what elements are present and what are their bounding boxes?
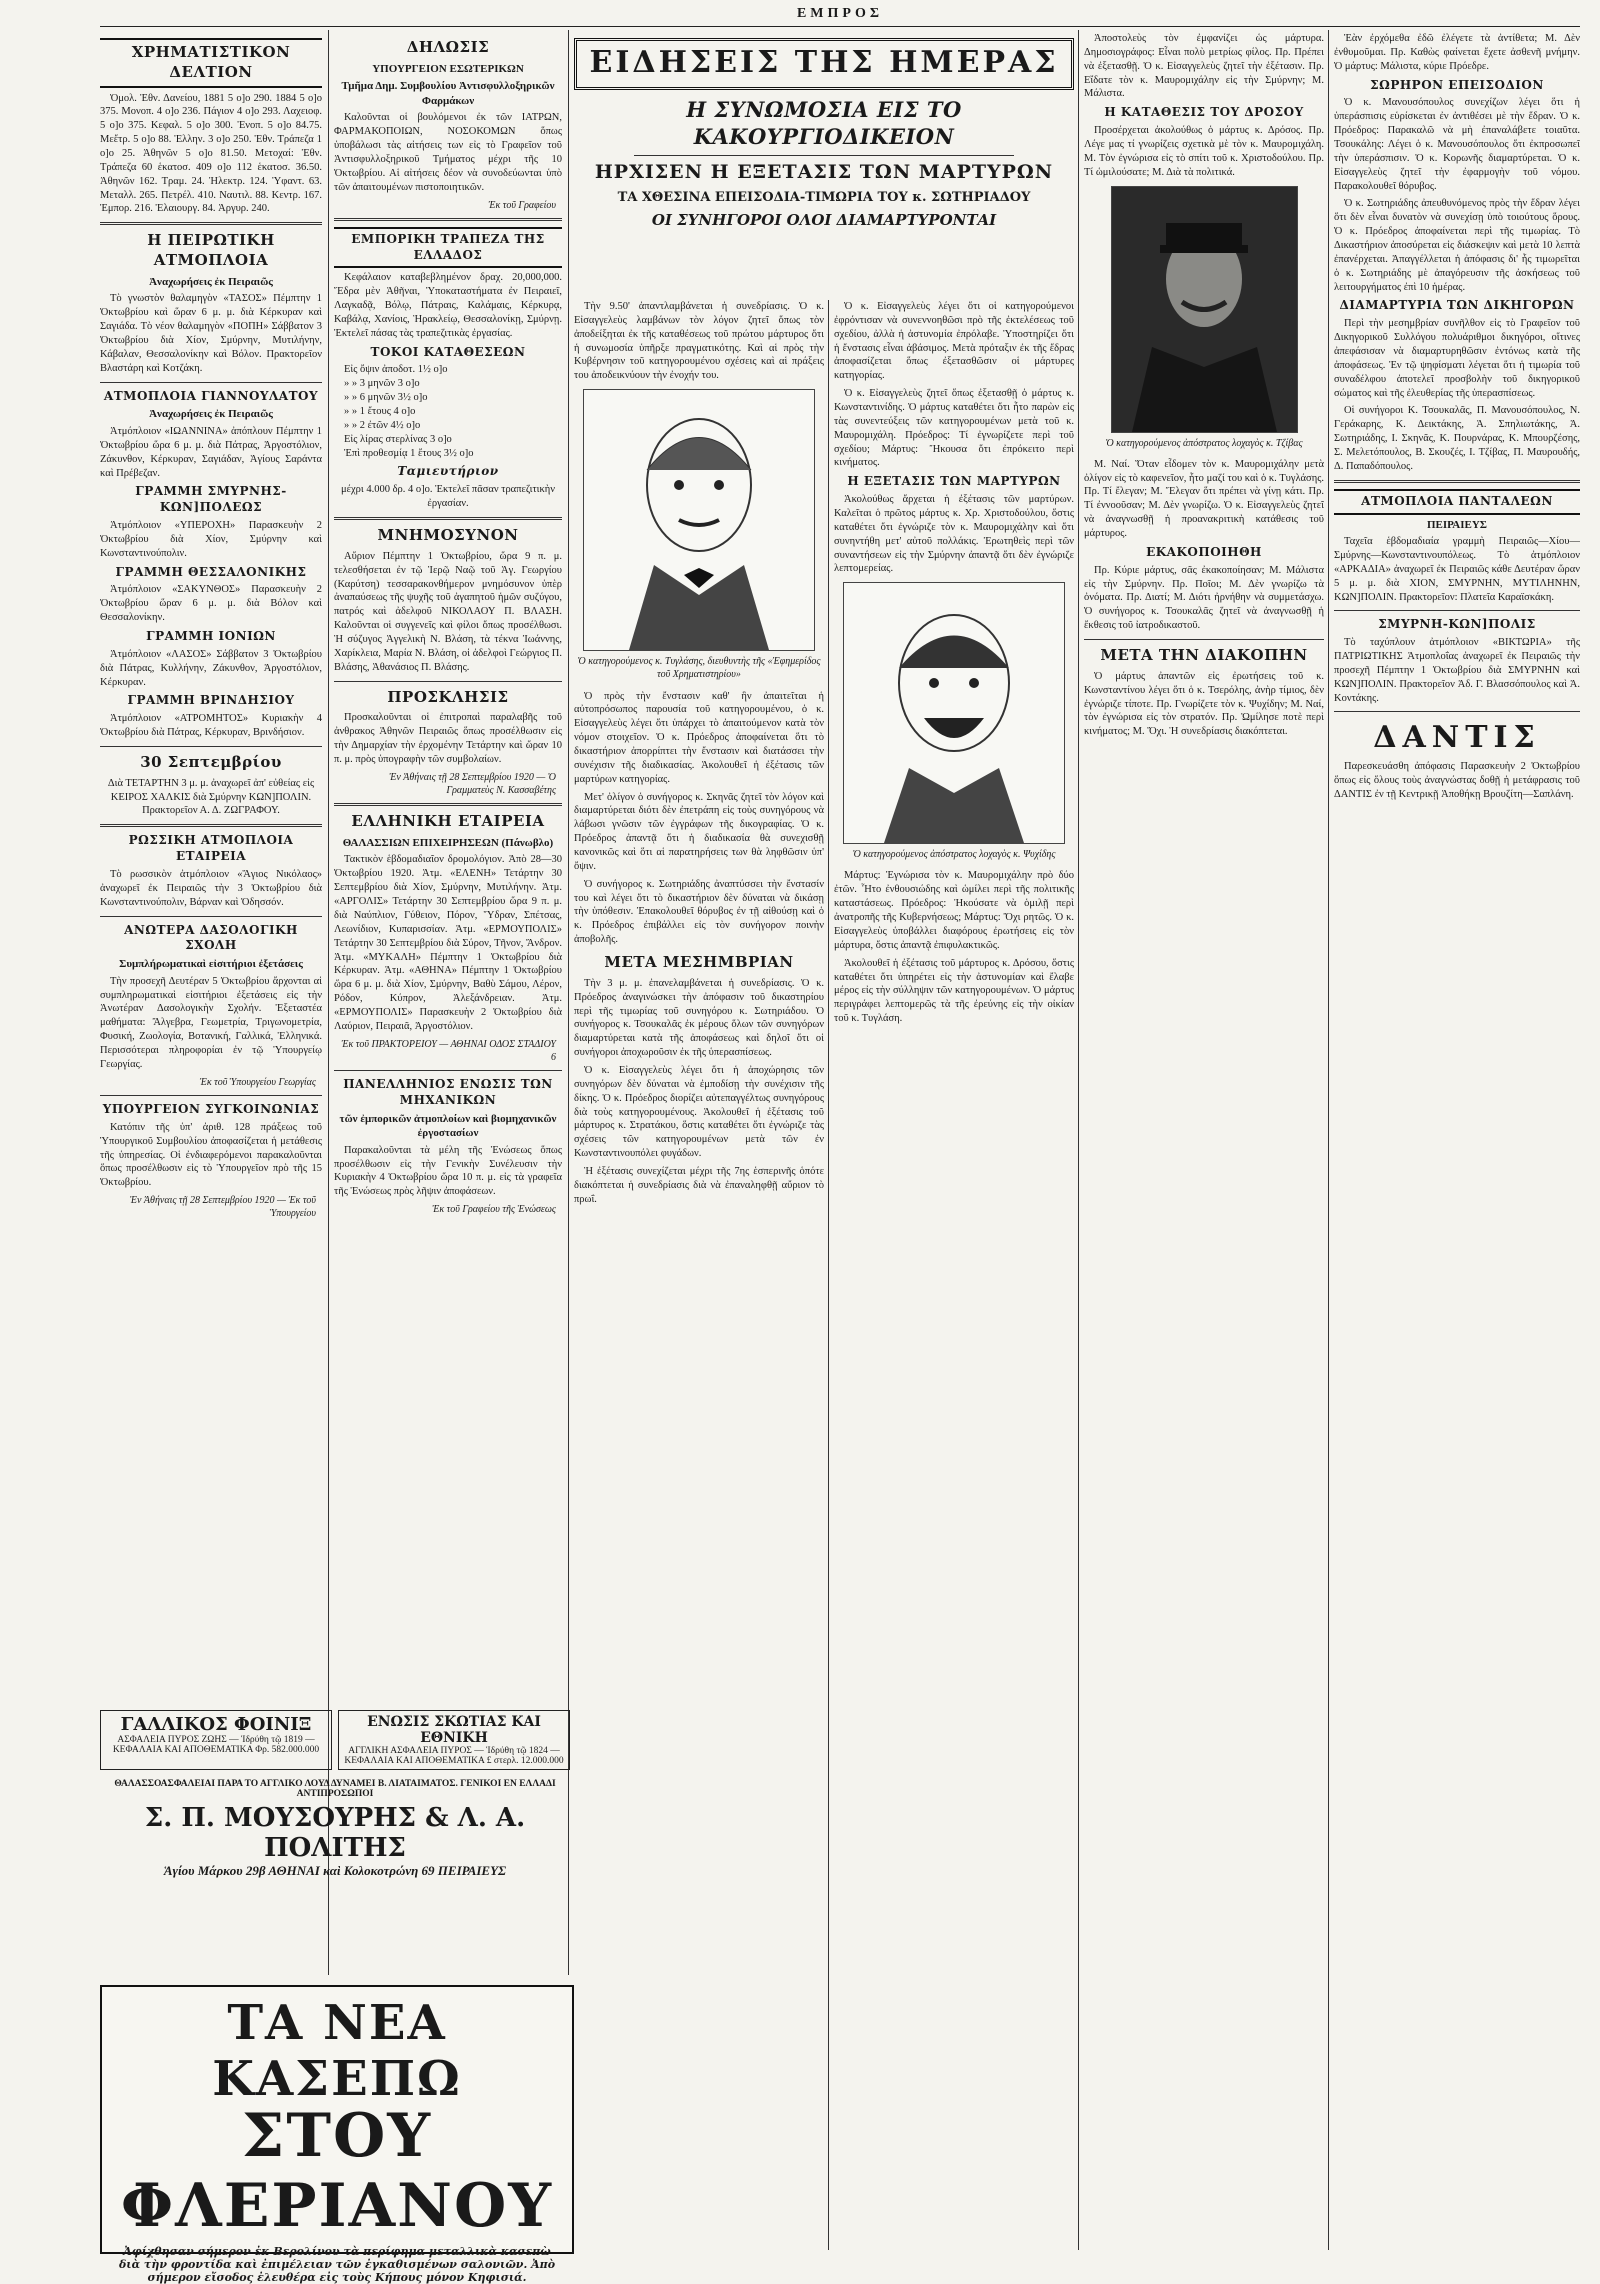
dante-text: Παρεσκευάσθη ἀπόφασις Παρασκευὴν 2 Ὀκτωβρίου ὅπως εἰς ὅλους τοὺς ἀναγνώστας δοθῇ ἡ μετάφρασις τοῦ ΔΑΝΤΙΣ ἐν τῇ Κεντρικῇ Ἀποθήκῃ Βρουζίτη—Σαπλάνη. — [1334, 761, 1580, 800]
declaration-subtitle: ΥΠΟΥΡΓΕΙΟΝ ΕΣΩΤΕΡΙΚΩΝ — [372, 62, 524, 75]
smyrna-line-text: Ἀτμόπλοιον «ΥΠΕΡΟΧΗ» Παρασκευὴν 2 Ὀκτωβρίου διὰ Χίον, Σμύρνην καὶ Κωνσταντινούπολιν. — [100, 520, 322, 559]
insurance-ads — [100, 1705, 570, 1980]
news-col-b-b: Ἀκολούθως ἄρχεται ἡ ἐξέτασις τῶν μαρτύρων. Καλεῖται ὁ πρῶτος μάρτυς κ. Χρ. Χριστοδούλου, ὅστις καταθέτει ὅτι ἐγνώριζε τὸν κ. Μαυρομιχάλην καὶ ὅτι συνηντήθη μετ' αὐτοῦ πολλάκις. Ἐρωτηθεὶς περὶ τῶν συναντήσεων εἰς τὴν Σμύρνην ἀπαντᾷ ὅτι δὲν ἐγνώριζε λεπτομερείας. — [834, 494, 1074, 575]
declaration-signature: Ἐκ τοῦ Γραφείου — [488, 199, 556, 211]
deposit-rates-title: ΤΟΚΟΙ ΚΑΤΑΘΕΣΕΩΝ — [370, 344, 526, 359]
brindisi-line-title: ΓΡΑΜΜΗ ΒΡΙΝΔΗΣΙΟΥ — [127, 693, 295, 708]
memorial-text: Αὔριον Πέμπτην 1 Ὀκτωβρίου, ὥρα 9 π. μ. τελεσθήσεται ἐν τῷ Ἱερῷ Ναῷ τοῦ Ἁγ. Γεωργίου (Καρύτση) τεσσαρακονθήμερον μνημόσυνον ὑπὲρ ἀναπαύσεως τῆς ψυχῆς τοῦ ἀγαπητοῦ ἡμῶν συζύγου, πατρός καὶ ἀδελφοῦ ΝΙΚΟΛΑΟΥ Π. ΒΛΑΣΗ. Καλοῦνται οἱ συγγενεῖς καὶ φίλοι ὅπως προσέλθωσι. Ἡ σύζυγος Ἀγγελικὴ Ν. Βλάση, τὰ τέκνα Ἰωάννης, Χαρίκλεια, Μαρία Ν. Βλάση, οἱ ἀδελφοὶ Γεώργιος Π. Βλάσης, Ἀθανάσιος Π. Βλάσης. — [334, 550, 562, 673]
savings-text: μέχρι 4.000 δρ. 4 ο]ο. Ἐκτελεῖ πᾶσαν τραπεζιτικὴν ἐργασίαν. — [340, 484, 556, 510]
headline-4: ΟΙ ΣΥΝΗΓΟΡΟΙ ΟΛΟΙ ΔΙΑΜΑΡΤΥΡΟΝΤΑΙ — [651, 211, 997, 230]
masthead: ΕΜΠΡΟΣ — [796, 6, 884, 21]
phoenix-title: ΓΑΛΛΙΚΟΣ ΦΟΙΝΙΞ — [120, 1714, 312, 1735]
column-rule — [568, 30, 569, 1975]
col6-text-2: Ὁ κ. Σωτηριάδης ἀπευθυνόμενος πρὸς τὴν ἕδραν λέγει ὅτι δὲν εἶναι δυνατὸν νὰ συνεχίσῃ ὑπὸ τοιούτους ὅρους. Ὁ κ. Πρόεδρος ἀποφαίνεται περὶ τῆς τιμωρίας. Τὸ Δικαστήριον ἀποσύρεται εἰς διάσκεψιν καὶ μετὰ 10 λεπτὰ ἐπανέρχεται. Ἀπαγγέλλεται ἡ ἀπόφασις δι' ἧς τιμωρεῖται ὁ κ. Σωτηριάδης μὲ ἀπαγόρευσιν τῆς ἀσκήσεως τοῦ λειτουργήματος ἐπὶ 10 ἡμέρας. — [1334, 198, 1580, 293]
news-lead-b: Ὁ κ. Εἰσαγγελεὺς λέγει ὅτι οἱ κατηγορούμενοι ἐφρόντισαν νὰ συνεννοηθῶσι πρὸ τῆς ἐκτελέσεως τοῦ σχεδίου, ἀλλὰ ἡ ἀστυνομία ἐπρόλαβε. Ὑποστηρίζει ὅτι ἡ ἔνστασις εἶναι ἀβάσιμος. Μετὰ πρόταξιν ἐκ τῆς ἕδρας ἀποφασίζεται ὅπως ἐξετασθῶσιν οἱ μάρτυρες κατηγορίας. — [834, 301, 1074, 382]
giannoulatos-shipping-title: ΑΤΜΟΠΛΟΙΑ ΓΙΑΝΝΟΥΛΑΤΟΥ — [103, 388, 319, 403]
kasepo-text: Ἀφίχθησαν σήμερον ἐκ Βερολίνου τὰ περίφημα μεταλλικὰ κασεπὼ διὰ τὴν φροντίδα καὶ ἐπιμέλειαν τῶν ἐγκαθισμένων σαλονιῶν. Ἀπὸ σήμερον εἴσοδος ἐλευθέρα εἰς τοὺς Κήπους μόνον Κηφισιά. — [118, 2245, 556, 2284]
news-col-b-c: Μάρτυς: Ἐγνώρισα τὸν κ. Μαυρομιχάλην πρὸ δύο ἐτῶν. Ἦτο ἐνθουσιώδης καὶ ὡμίλει περὶ τῆς πολιτικῆς καταστάσεως. Πρόεδρος: Ἠκούσατε νὰ ὁμιλῇ περὶ ἀνατροπῆς τῆς Κυβερνήσεως; Μάρτυς: Ὄχι ρητῶς. Ὁ κ. Εἰσαγγελεὺς ὑποβάλλει διαφόρους ἐρωτήσεις εἰς τὸν μάρτυρα, ὅστις ἀπαντᾷ ἐπιφυλακτικῶς. — [834, 870, 1074, 951]
stormy-incident-subheading: ΣΩΡΗΡΟΝ ΕΠΕΙΣΟΔΙΟΝ — [1370, 77, 1544, 92]
pantaleon-shipping-title: ΑΤΜΟΠΛΟΙΑ ΠΑΝΤΑΛΕΩΝ — [1334, 489, 1580, 515]
smyrna-constantinople-text: Τὸ ταχύπλουν ἀτμόπλοιον «ΒΙΚΤΩΡΙΑ» τῆς ΠΑΤΡΙΩΤΙΚΗΣ Ἀτμοπλοΐας ἀναχωρεῖ ἐκ Πειραιῶς τὴν προσεχῆ Πέμπτην 1 Ὀκτωβρίου διὰ ΣΜΥΡΝΗΝ καὶ ΚΩΝ]ΠΟΛΙΝ. Πρακτορεῖον Ἀδ. Γ. Βλασσόπουλος καὶ Ἀ. Κοντάκης. — [1334, 637, 1580, 704]
column-2 — [334, 32, 562, 1697]
rate-row: » » 2 ἐτῶν 4½ ο]ο — [344, 419, 421, 431]
epirus-shipping-text: Τὸ γνωστὸν θαλαμηγὸν «ΤΑΣΟΣ» Πέμπτην 1 Ὀκτωβρίου καὶ ὥραν 6 μ. μ. διὰ Κέρκυραν καὶ Σαγιάδα. Τὸ νέον θαλαμηγὸν «ΠΟΠΗ» Σάββατον 3 Ὀκτωβρίου διὰ Χίον, Σμύρνην, Μυτιλήνην, Κάβαλαν, Θεσσαλονίκην καὶ Βόλον. Πρακτορεῖον Βλαστάρη καὶ Κοτζάκη. — [100, 293, 322, 374]
rate-row: Ἐπὶ προθεσμίᾳ 1 ἔτους 3½ ο]ο — [344, 447, 474, 459]
kasepo-location: ΣΤΟΥ ΦΛΕΡΙΑΝΟΥ — [120, 2101, 554, 2241]
portrait-caption-1: Ὁ κατηγορούμενος κ. Τυγλάσης, διευθυντὴς τῆς «Ἐφημερίδος τοῦ Χρηματιστηρίου» — [577, 656, 821, 681]
scottish-ad — [338, 1710, 570, 1770]
sailing-date: 30 Σεπτεμβρίου — [140, 752, 282, 771]
russian-shipping-text: Τὸ ρωσσικὸν ἀτμόπλοιον «Ἅγιος Νικόλαος» ἀναχωρεῖ ἐκ Πειραιῶς τὴν 3 Ὀκτωβρίου διὰ Κωνσταντινούπολιν, Βάρναν καὶ Ὀδησσόν. — [100, 869, 322, 908]
col5-text-3: Πρ. Κύριε μάρτυς, σᾶς ἐκακοποίησαν; Μ. Μάλιστα εἰς τὴν Σμύρνην. Πρ. Ποῖοι; Μ. Δὲν γνωρίζω τὰ ὀνόματα. Πρ. Διατί; Μ. Διότι ἠρνήθην νὰ συμμετάσχω. Ὁ συνήγορος κ. Τσουκαλᾶς ζητεῖ νὰ ἀναγνωσθῇ ἡ ἔκθεσις τοῦ ἰατροδικαστοῦ. — [1084, 564, 1324, 632]
news-col-b-a: Ὁ κ. Εἰσαγγελεὺς ζητεῖ ὅπως ἐξετασθῇ ὁ μάρτυς κ. Κωνσταντινίδης. Ὁ μάρτυς καταθέτει ὅτι ἦτο παρὼν εἰς τὰς συνεντεύξεις τῶν κατηγορουμένων μετὰ τοῦ κ. Μαυρομιχάλη. Πρόεδρος: Τί ἐγνωρίζετε περὶ τοῦ σχεδίου; Μάρτυς: Ἤκουσα ὅτι ἐπρόκειτο περὶ κινήματος. — [834, 388, 1074, 469]
hellenic-company-subtitle: ΘΑΛΑΣΣΙΩΝ ΕΠΙΧΕΙΡΗΣΕΩΝ (Πάνωβλο) — [342, 836, 554, 849]
agents-line: ΘΑΛΑΣΣΟΑΣΦΑΛΕΙΑΙ ΠΑΡΑ ΤΟ ΑΓΓΛΙΚΟ ΛΟΥΔ ΔΥΝΑΜΕΙ Β. ΛΙΑΤΑΙΜΑΤΟΣ. ΓΕΝΙΚΟΙ ΕΝ ΕΛΛΑΔΙ ΑΝΤΙΠΡΟΣΩΠΟΙ — [114, 1779, 556, 1799]
rate-row: » » 6 μηνῶν 3½ ο]ο — [344, 392, 428, 404]
column-1 — [100, 32, 322, 1697]
col5-top-text: Ἀποστολεὺς τὸν ἐμφανίζει ὡς μάρτυρα. Δημοσιογράφος: Εἶναι πολὺ μετρίως φίλος. Πρ. Πρέπει νὰ ἐξετασθῇ. Ὁ κ. Εἰσαγγελεὺς ζητεῖ τὴν ἐξέτασιν. Πρ. Εἴδατε τὸν κ. Μαυρομιχάλην εἰς τὴν Σμύρνην; Μ. Μάλιστα. — [1084, 33, 1324, 100]
epirus-shipping-title: Η ΠΕΙΡΩΤΙΚΗ ΑΤΜΟΠΛΟΙΑ — [147, 231, 275, 270]
headline-2: ΗΡΧΙΣΕΝ Η ΕΞΕΤΑΣΙΣ ΤΩΝ ΜΑΡΤΥΡΩΝ — [594, 161, 1054, 184]
news-body-f: Ἡ ἐξέτασις συνεχίζεται μέχρι τῆς 7ης ἑσπερινῆς ὁπότε διακόπτεται ἡ συνεδρίασις διὰ νὰ ἐπαναληφθῇ αὔριον τὸ πρωΐ. — [574, 1165, 824, 1205]
afternoon-subheading: ΜΕΤΑ ΜΕΣΗΜΒΡΙΑΝ — [604, 953, 794, 971]
scottish-text: ΑΓΓΛΙΚΗ ΑΣΦΑΛΕΙΑ ΠΥΡΟΣ — Ἱδρύθη τῷ 1824 — ΚΕΦΑΛΑΙΑ ΚΑΙ ΑΠΟΘΕΜΑΤΙΚΑ £ στερλ. 12.000.000 — [344, 1746, 564, 1766]
headline-3: ΤΑ ΧΘΕΣΙΝΑ ΕΠΕΙΣΟΔΙΑ-ΤΙΜΩΡΙΑ ΤΟΥ κ. ΣΩΤΗΡΙΑΔΟΥ — [617, 190, 1031, 206]
news-body-e: Ὁ κ. Εἰσαγγελεὺς λέγει ὅτι ἡ ἀποχώρησις τῶν συνηγόρων δὲν δύναται νὰ ἐμποδίσῃ τὴν συνέχισιν τῆς δίκης. Ὁ κ. Πρόεδρος διορίζει αὐτεπαγγέλτως συνηγόρους διὰ τοὺς κατηγορουμένους. Ἀκολουθεῖ ἡ ἐξέτασις τοῦ μάρτυρος κ. Στρατάκου, ὅστις καταθέτει ὅτι ἐγνώριζε τὰς σχέσεις τῶν κατηγορουμένων μετὰ τῶν ἐν Κωνσταντινουπόλει φυγάδων. — [574, 1064, 824, 1160]
pantaleon-shipping-subtitle: ΠΕΙΡΑΙΕΥΣ — [1427, 518, 1487, 531]
forestry-school-title: ΑΝΩΤΕΡΑ ΔΑΣΟΛΟΓΙΚΗ ΣΧΟΛΗ — [124, 922, 298, 953]
portrait-caption-3: Ὁ κατηγορούμενος ἀπόστρατος λοχαγὸς κ. Τζίβας — [1105, 437, 1303, 449]
bank-title: ΕΜΠΟΡΙΚΗ ΤΡΑΠΕΖΑ ΤΗΣ ΕΛΛΑΔΟΣ — [334, 227, 562, 269]
news-header — [574, 32, 1074, 302]
news-body-a: Ὁ πρὸς τὴν ἔνστασιν καθ' ἣν ἀπαιτεῖται ἡ αὐτοπρόσωπος παρουσία τοῦ κατηγορουμένου, ὁ κ. Εἰσαγγελεὺς λέγει ὅτι ὑπάρχει τὸ ἀπαιτούμενον κατὰ τὸν νόμον στοιχεῖον. Ὁ κ. Πρόεδρος ἀποφαίνεται ὅτι τὸ δικαστήριον ἀπορρίπτει τὴν ἔνστασιν καὶ διατάσσει τὴν συνέχισιν τῆς διαδικασίας. Ἀκολουθεῖ ἡ ἐξέτασις τῶν μαρτύρων κατηγορίας. — [574, 690, 824, 785]
invitation-title: ΠΡΟΣΚΛΗΣΙΣ — [387, 687, 509, 706]
giannoulatos-shipping-subtitle: Ἀναχωρήσεις ἐκ Πειραιῶς — [149, 408, 273, 421]
declaration-text: Καλοῦνται οἱ βουλόμενοι ἐκ τῶν ΙΑΤΡΩΝ, ΦΑΡΜΑΚΟΠΟΙΩΝ, ΝΟΣΟΚΟΜΩΝ ὅπως ὑποβάλωσι τὰς αἰτήσεις των εἰς τὸ Γραφεῖον τοῦ Ἀντισφυλλοξηρικοῦ Τμήματος μέχρι τῆς 10 Ὀκτωβρίου. Αἱ αἰτήσεις δέον νὰ συνοδεύωνται ὑπὸ τῶν ἀπαιτουμένων πιστοποιητικῶν. — [334, 112, 562, 193]
savings-title: Ταμιευτήριον — [397, 464, 499, 479]
hellenic-company-title: ΕΛΛΗΝΙΚΗ ΕΤΑΙΡΕΙΑ — [351, 812, 545, 831]
invitation-text: Προσκαλοῦνται οἱ ἐπιτροπαὶ παραλαβῆς τοῦ ἀνθρακος Ἀθηνῶν Πειραιῶς ὅπως προσέλθωσιν εἰς τὴν Δημαρχίαν τὴν ἐρχομένην Τετάρτην καὶ ὥραν 10 π. μ. πρὸς ὑπογραφὴν τῶν συμβολαίων. — [334, 712, 562, 765]
brindisi-line-text: Ἀτμόπλοιον «ΑΤΡΟΜΗΤΟΣ» Κυριακὴν 4 Ὀκτωβρίου διὰ Πάτρας, Κέρκυραν, Βρινδήσιον. — [100, 713, 322, 739]
market-bulletin-title: ΧΡΗΜΑΤΙΣΤΙΚΟΝ ΔΕΛΤΙΟΝ — [100, 38, 322, 88]
news-lead-a: Τὴν 9.50' ἀπαντλαμβάνεται ἡ συνεδρίασις. Ὁ κ. Εἰσαγγελεὺς λαμβάνων τὸν λόγον ζητεῖ ὅπως τὸν ἀποδείξηται ἐκ τῆς καταθέσεως τοῦ πρώτου μάρτυρος ὅτι ἡ συνωμοσία ὑπῆρξε πραγματικότης. Καὶ αἱ πρὸς τὴν Κυβέρνησιν τοῦ κατηγορουμένου σχέσεις καὶ αἱ πράξεις του ἀποδεικνύουν τὴν ἐνοχήν του. — [574, 301, 824, 382]
kasepo-title: ΤΑ ΝΕΑ ΚΑΣΕΠΩ — [212, 1995, 462, 2107]
memorial-title: ΜΝΗΜΟΣΥΝΟΝ — [377, 526, 519, 545]
col5-text-1: Προσέρχεται ἀκολούθως ὁ μάρτυς κ. Δρόσος. Πρ. Λέγε μας τί γνωρίζεις σχετικὰ μὲ τὸν κ. Μαυρομιχάλη. Μ. Τὸν ἐγνώρισα εἰς τὸ σπίτι τοῦ κ. Χριστοδούλου. Πρ. Τί ὡμιλούσατε; Μ. Διὰ τὰ πολιτικά. — [1084, 125, 1324, 178]
engineers-union-title: ΠΑΝΕΛΛΗΝΙΟΣ ΕΝΩΣΙΣ ΤΩΝ ΜΗΧΑΝΙΚΩΝ — [343, 1077, 553, 1107]
col6-names-line: Οἱ συνήγοροι Κ. Τσουκαλᾶς, Π. Μανουσόπουλος, Ν. Γεράκαρης, Κ. Δεικτάκης, Ἀ. Σπηλιωτάκης, Ἀ. Σωτηριάδης, Ι. Σκηνᾶς, Κ. Πουρνάρας, Κ. Μπουρζέσης, Σ. Μελετόπουλος, Β. Σκουζές, Ι. Τζίβας, Π. Μαυρουδής, Δ. Παπαδόπουλος. — [1334, 405, 1580, 472]
communications-ministry-title: ΥΠΟΥΡΓΕΙΟΝ ΣΥΓΚΟΙΝΩΝΙΑΣ — [102, 1101, 320, 1116]
lawyers-protest-subheading: ΔΙΑΜΑΡΤΥΡΙΑ ΤΩΝ ΔΙΚΗΓΟΡΩΝ — [1339, 298, 1575, 313]
giannoulatos-shipping-text: Ἀτμόπλοιον «ΙΩΑΝΝΙΝΑ» ἀπόπλουν Πέμπτην 1 Ὀκτωβρίου ὥρα 6 μ. μ. διὰ Πάτρας, Ἀργοστόλιον, Ζάκυνθον, Κέρκυραν, Σαγιάδαν, Ἁγίους Σαράντα καὶ Πρέβεζαν. — [100, 425, 322, 479]
epirus-shipping-subtitle: Ἀναχωρήσεις ἐκ Πειραιῶς — [149, 275, 273, 288]
market-bulletin-text: Ὁμολ. Ἐθν. Δανείου, 1881 5 ο]ο 290. 1884 5 ο]ο 375. Μονοπ. 4 ο]ο 236. Πάγιον 4 ο]ο 293. Λαχειοφ. 5 ο]ο 375. Κεφαλ. 5 ο]ο 300. Ἑνοπ. 5 ο]ο 84.75. Μεἔτρ. 5 ο]ο 88. Ἑλλην. 3 ο]ο 250. Ἐθν. Τράπεζα 1 ο]ο 25. Ἀθηνῶν 5 ο]ο 81.50. Μετοχαί: Ἐθν. Τράπεζα 60 ἑκατοσ. 409 ο]ο 112 ἑκατοσ. 36.50. Ἀθηνῶν 162. Τραμ. 24. Ἠλεκτρ. 124. Ὑφαντ. 63. Μεταλλ. 265. Πετρέλ. 410. Ναυτιλ. 88. Κεντρ. 167. Ἐμπορ. 216. Ἐλαιουργ. 84. Ἀργυρ. 240. — [100, 92, 322, 215]
phoenix-text: ΑΣΦΑΛΕΙΑ ΠΥΡΟΣ ΖΩΗΣ — Ἱδρύθη τῷ 1819 — ΚΕΦΑΛΑΙΑ ΚΑΙ ΑΠΟΘΕΜΑΤΙΚΑ Φρ. 582.000.000 — [112, 1735, 320, 1755]
defendant-photo — [1111, 186, 1298, 433]
portrait-caption-2: Ὁ κατηγορούμενος ἀπόστρατος λοχαγὸς κ. Ψυχίδης — [852, 849, 1056, 861]
news-body-d: Τὴν 3 μ. μ. ἐπανελαμβάνεται ἡ συνεδρίασις. Ὁ κ. Πρόεδρος ἀναγινώσκει τὴν ἀπόφασιν τοῦ δικαστηρίου περὶ τῆς τιμωρίας τοῦ συνηγόρου κ. Σωτηριάδου. Ὁ συνήγορος κ. Τσουκαλᾶς ἐκ μέρους ὅλων τῶν συνηγόρων διαμαρτύρεται κατὰ τῆς ἀποφάσεως καὶ δηλοῖ ὅτι οἱ συνήγοροι ἀποχωροῦσιν ἐκ τῆς ὑπερασπίσεως. — [574, 977, 824, 1059]
col6-text-1: Ὁ κ. Μανουσόπουλος συνεχίζων λέγει ὅτι ἡ ὑπεράσπισις εὑρίσκεται ἐν ἀντιθέσει μὲ τὴν ἕδραν. Ὁ κ. Πρόεδρος: Παρακαλῶ νὰ μὴ ἐπαναλάβετε τοιαῦτα. Τσουκάλης: Λέγει ὁ κ. Μανουσόπουλος ὅτι ἐκπροσωπεῖ τὴν ὑπεράσπισιν. Ὁ κ. Κορωνῆς διαμαρτύρεται. Ὁ κ. Εἰσαγγελεὺς ζητεῖ τὴν ἐφαρμογὴν τοῦ νόμου. Παρακολουθεῖ θόρυβος. — [1334, 97, 1580, 192]
engineers-union-subtitle: τῶν ἐμπορικῶν ἀτμοπλοίων καὶ βιομηχανικῶν ἐργοστασίων — [339, 1112, 557, 1140]
news-col-b-d: Ἀκολουθεῖ ἡ ἐξέτασις τοῦ μάρτυρος κ. Δρόσου, ὅστις καταθέτει ὅτι ὑπηρέτει εἰς τὴν ἀστυνομίαν καὶ ἔλαβε μέρος εἰς τὴν σύλληψιν τῶν κατηγορουμένων. Ὁ μάρτυς περιγράφει λεπτομερῶς τὰ τῆς ἐρεύνης εἰς τὴν οἰκίαν τοῦ κ. Τυγλάση. — [834, 957, 1074, 1025]
hellenic-company-text: Τακτικὸν ἑβδομαδιαῖον δρομολόγιον. Ἀπὸ 28—30 Ὀκτωβρίου 1920. Ἀτμ. «ΕΛΕΝΗ» Τετάρτην 30 Σεπτεμβρίου διὰ Χίον, Σμύρνην, Μυτιλήνην. Ἀτμ. «ΑΡΓΟΛΙΣ» Τετάρτην 30 Σεπτεμβρίου ὥρα 9 π. μ. διὰ Ναύπλιον, Γύθειον, Πόρον, Ὕδραν, Σπέτσας, Λεωνίδιον, Κυπαρισσίαν. Ἀτμ. «ΕΡΜΟΥΠΟΛΙΣ» Τετάρτην 30 Σεπτεμβρίου διὰ Σύρον, Τῆνον, Ἄνδρον. Ἀτμ. «ΜΥΚΑΛΗ» Πέμπτην 1 Ὀκτωβρίου διὰ Κέρκυραν. Ἀτμ. «ΑΘΗΝΑ» Πέμπτην 1 Ὀκτωβρίου ὥρα 6 μ. μ. διὰ Χίον, Σμύρνην, Βαθὺ Σάμου, Λέρον, Ρόδον, Κύπρον, Ἀλεξάνδρειαν. Ἀτμ. «ΕΡΜΟΥΠΟΛΙΣ» Παρασκευὴν 2 Ὀκτωβρίου διὰ Λαύριον, Πειραιᾶ, Ἀργοστόλιον. — [334, 854, 562, 1032]
news-banner: ΕΙΔΗΣΕΙΣ ΤΗΣ ΗΜΕΡΑΣ — [574, 38, 1074, 90]
news-column-a — [574, 300, 824, 2250]
ionian-line-title: ΓΡΑΜΜΗ ΙΟΝΙΩΝ — [146, 629, 276, 644]
thessaloniki-line-title: ΓΡΑΜΜΗ ΘΕΣΣΑΛΟΝΙΚΗΣ — [115, 564, 307, 579]
smyrna-line-title: ΓΡΑΜΜΗ ΣΜΥΡΝΗΣ-ΚΩΝ]ΠΟΛΕΩΣ — [135, 484, 287, 515]
smyrna-constantinople-title: ΣΜΥΡΝΗ-ΚΩΝ]ΠΟΛΙΣ — [1378, 617, 1536, 632]
declaration-title: ΔΗΛΩΣΙΣ — [406, 38, 490, 56]
agents-names: Σ. Π. ΜΟΥΣΟΥΡΗΣ & Λ. Α. ΠΟΛΙΤΗΣ — [144, 1803, 526, 1863]
communications-ministry-signature: Ἐν Ἀθήναις τῇ 28 Σεπτεμβρίου 1920 — Ἐκ τοῦ Ὑπουργείου — [129, 1195, 316, 1220]
kasepo-ad — [100, 1985, 574, 2284]
rate-row: » » 1 ἔτους 4 ο]ο — [344, 406, 416, 418]
column-rule — [1328, 30, 1329, 2250]
dante-title: ΔΑΝΤΙΣ — [1373, 720, 1541, 756]
engineers-union-text: Παρακαλοῦνται τὰ μέλη τῆς Ἑνώσεως ὅπως προσέλθωσιν εἰς τὴν Γενικὴν Συνέλευσιν τὴν Κυριακὴν 4 Ὀκτωβρίου ὥρα 10 π. μ. εἰς τὰ γραφεῖα τῆς Ἑνώσεως πρὸς λῆψιν ἀποφάσεων. — [334, 1144, 562, 1198]
maltreated-subheading: ΕΚΑΚΟΠΟΙΗΘΗ — [1146, 544, 1262, 559]
thessaloniki-line-text: Ἀτμόπλοιον «ΣΑΚΥΝΘΟΣ» Παρασκευὴν 2 Ὀκτωβρίου ὥραν 6 μ. μ. διὰ Βόλον καὶ Θεσσαλονίκην. — [100, 584, 322, 624]
defendant-portrait-drawing-2 — [843, 582, 1065, 844]
sailing-notice-text: Διὰ ΤΕΤΑΡΤΗΝ 3 μ. μ. ἀναχωρεῖ ἀπ' εὐθείας εἰς ΚΕΙΡΟΣ ΧΑΛΚΙΣ διὰ Σμύρνην ΚΩΝ]ΠΟΛΙΝ. Πρακτορεῖον Α. Δ. ΖΩΓΡΑΦΟΥ. — [107, 777, 315, 817]
col5-text-4: Ὁ μάρτυς ἀπαντῶν εἰς ἐρωτήσεις τοῦ κ. Κωνσταντίνου λέγει ὅτι ὁ κ. Τσερόλης, ἀνὴρ τίμιος, δὲν ἐγνώριζε τίποτε. Πρ. Γνωρίζετε τὸν κ. Ψυχίδην; Μ. Ναί, τὸν ἐγνώρισα εἰς τὸν στρατόν. Πρ. Ὡμίλησε ποτὲ περὶ κινήματος; Μ. Ὄχι. Ἡ συνεδρίασις διακόπτεται. — [1084, 670, 1324, 738]
declaration-subtitle-2: Τμῆμα Δημ. Συμβουλίου Ἀντισφυλλοξηρικῶν Φαρμάκων — [341, 80, 555, 107]
russian-shipping-title: ΡΩΣΣΙΚΗ ΑΤΜΟΠΛΟΙΑ ΕΤΑΙΡΕΙΑ — [128, 833, 294, 864]
forestry-school-text: Τὴν προσεχῆ Δευτέραν 5 Ὀκτωβρίου ἄρχονται αἱ συμπληρωματικαὶ εἰσιτήριοι ἐξετάσεις εἰς τὴν Ἀνωτέραν Δασολογικὴν Σχολήν. Ἐξεταστέα μαθήματα: Ἄλγεβρα, Γεωμετρία, Τριγωνομετρία, Φυσική, Ζωολογία, Βοτανική, Γαλλικά, Ἑλληνικά. Περισσότεραι πληροφορίαι ἐν τῷ Ὑπουργείῳ Γεωργίας. — [100, 975, 322, 1070]
col6-top-text: Ἐὰν ἐρχόμεθα ἐδῶ ἐλέγετε τὰ ἀντίθετα; Μ. Δὲν ἐνθυμοῦμαι. Πρ. Καθὼς φαίνεται ἔχετε ἀσθενῆ μνήμην. Ὁ μάρτυς: Μάλιστα, κύριε Πρόεδρε. — [1334, 33, 1580, 72]
hellenic-company-signature: Ἐκ τοῦ ΠΡΑΚΤΟΡΕΙΟΥ — ΑΘΗΝΑΙ ΟΔΟΣ ΣΤΑΔΙΟΥ 6 — [341, 1038, 556, 1063]
defendant-portrait-drawing — [583, 389, 815, 651]
top-rule — [100, 26, 1580, 27]
after-break-subheading: ΜΕΤΑ ΤΗΝ ΔΙΑΚΟΠΗΝ — [1100, 646, 1308, 665]
witnesses-subheading: Η ΕΞΕΤΑΣΙΣ ΤΩΝ ΜΑΡΤΥΡΩΝ — [847, 474, 1061, 489]
col6-text-3: Περὶ τὴν μεσημβρίαν συνῆλθον εἰς τὸ Γραφεῖον τοῦ Δικηγορικοῦ Συλλόγου πολυάριθμοι δικηγόροι, οἵτινες ἀπεφάσισαν νὰ διαμαρτυρηθῶσιν ἐντόνως κατὰ τῆς ἀποφάσεως. Ἐν τῷ ψηφίσματι λέγεται ὅτι ἡ τιμωρία τοῦ συναδέλφου ἀποτελεῖ προσβολὴν τοῦ δικηγορικοῦ σώματος καὶ τῆς ἐλευθερίας τῆς ὑπερασπίσεως. — [1334, 318, 1580, 399]
col5-text-2: Μ. Ναί. Ὅταν εἶδομεν τὸν κ. Μαυρομιχάλην μετὰ ὀλίγον εἰς τὸ καφενεῖον, ἦτο μαζί του καὶ ὁ κ. Τυγλάσης. Πρ. Τί ἔλεγαν; Μ. Ἔλεγαν ὅτι πρέπει νὰ γίνῃ κάτι. Πρ. Τί ἐννοοῦσαν; Μ. Δὲν γνωρίζω. Ὁ κ. Εἰσαγγελεὺς ζητεῖ νὰ ἀναγνωσθῇ ἡ προανακριτικὴ κατάθεσις τοῦ μάρτυρος. — [1084, 458, 1324, 540]
agents-address: Ἁγίου Μάρκου 29β ΑΘΗΝΑΙ καὶ Κολοκοτρώνη 69 ΠΕΙΡΑΙΕΥΣ — [163, 1863, 507, 1878]
column-6 — [1334, 32, 1580, 2252]
pantaleon-shipping-text: Ταχεῖα ἑβδομαδιαία γραμμὴ Πειραιῶς—Χίου—Σμύρνης—Κωνσταντινουπόλεως. Τὸ ἀτμόπλοιον «ΑΡΚΑΔΙΑ» ἀναχωρεῖ ἐκ Πειραιῶς κάθε Δευτέραν ὥραν 5 μ. μ. διὰ ΧΙΟΝ, ΣΜΥΡΝΗΝ, ΜΥΤΙΛΗΝΗΝ, ΚΩΝ]ΠΟΛΙΝ. Πρακτορεῖον: Πλατεῖα Καραϊσκάκη. — [1334, 536, 1580, 603]
rate-row: Εἰς λίρας στερλίνας 3 ο]ο — [344, 433, 452, 445]
rate-row: Εἰς ὄψιν ἀποδοτ. 1½ ο]ο — [344, 364, 448, 376]
drosos-testimony-subheading: Η ΚΑΤΑΘΕΣΙΣ ΤΟΥ ΔΡΟΣΟΥ — [1104, 105, 1304, 120]
rate-row: » » 3 μηνῶν 3 ο]ο — [344, 378, 420, 390]
forestry-school-signature: Ἐκ τοῦ Ὑπουργείου Γεωργίας — [199, 1076, 316, 1088]
communications-ministry-text: Κατόπιν τῆς ὑπ' ἀριθ. 128 πράξεως τοῦ Ὑπουργικοῦ Συμβουλίου ἀποφασίζεται ἡ μετάθεσις τῆς ὑπηρεσίας. Οἱ ἐνδιαφερόμενοι παρακαλοῦνται ὅπως προσέλθωσιν εἰς τὸ Ὑπουργεῖον πρὸ τῆς 15 Ὀκτωβρίου. — [100, 1121, 322, 1189]
news-column-b — [834, 300, 1074, 2250]
news-body-b: Μετ' ὀλίγον ὁ συνήγορος κ. Σκηνᾶς ζητεῖ τὸν λόγον καὶ διαμαρτύρεται διότι δὲν ἐπετράπη εἰς τοὺς συνηγόρους νὰ λάβωσι γνῶσιν τῶν ἐγγράφων τῆς δικογραφίας. Ὁ κ. Πρόεδρος ἀπαντᾷ ὅτι ἡ διαδικασία θὰ συνεχισθῇ κανονικῶς καὶ ὅτι αἱ παρατηρήσεις των θὰ ληφθῶσιν ὑπ' ὄψιν. — [574, 791, 824, 872]
engineers-union-signature: Ἐκ τοῦ Γραφείου τῆς Ἑνώσεως — [432, 1204, 556, 1216]
column-rule — [1078, 30, 1079, 2250]
column-5 — [1084, 32, 1324, 2252]
scottish-title: ΕΝΩΣΙΣ ΣΚΩΤΙΑΣ ΚΑΙ ΕΘΝΙΚΗ — [367, 1714, 541, 1746]
column-rule — [828, 300, 829, 2250]
headline-1: Η ΣΥΝΩΜΟΣΙΑ ΕΙΣ ΤΟ ΚΑΚΟΥΡΓΙΟΔΙΚΕΙΟΝ — [686, 96, 962, 150]
ionian-line-text: Ἀτμόπλοιον «ΛΑΣΟΣ» Σάββατον 3 Ὀκτωβρίου διὰ Πάτρας, Κυλλήνην, Ζάκυνθον, Ἀργοστόλιον, Κέρκυραν. — [100, 648, 322, 688]
bank-text: Κεφάλαιον καταβεβλημένον δραχ. 20,000,000. Ἕδρα μὲν Ἀθῆναι, Ὑποκαταστήματα ἐν Πειραιεῖ, Λαγκαδᾷ, Βόλῳ, Πάτραις, Καλάμαις, Κέρκυρᾳ, Καβάλᾳ, Χανίοις, Ἡρακλείῳ, Θεσσαλονίκῃ, Σμύρνῃ. Ἐκτελεῖ πάσας τὰς τραπεζιτικὰς ἐργασίας. — [334, 272, 562, 339]
forestry-school-subtitle: Συμπλήρωματικαὶ εἰσιτήριοι ἐξετάσεις — [119, 958, 303, 971]
news-body-c: Ὁ συνήγορος κ. Σωτηριάδης ἀναπτύσσει τὴν ἔνστασίν του καὶ λέγει ὅτι τὸ δικαστήριον δὲν δύναται νὰ δικάσῃ τὴν ὑπόθεσιν. Ἐπακολουθεῖ θόρυβος ἐν τῇ αἰθούσῃ καὶ ὁ κ. Πρόεδρος ἐπιβάλλει εἰς τὸν συνήγορον ποινὴν ἀποβολῆς. — [574, 878, 824, 946]
column-rule — [328, 30, 329, 1975]
phoenix-ad — [100, 1710, 332, 1770]
invitation-signature: Ἐν Ἀθήναις τῇ 28 Σεπτεμβρίου 1920 — Ὁ Γραμματεὺς Ν. Κασσαβέτης — [389, 771, 556, 796]
